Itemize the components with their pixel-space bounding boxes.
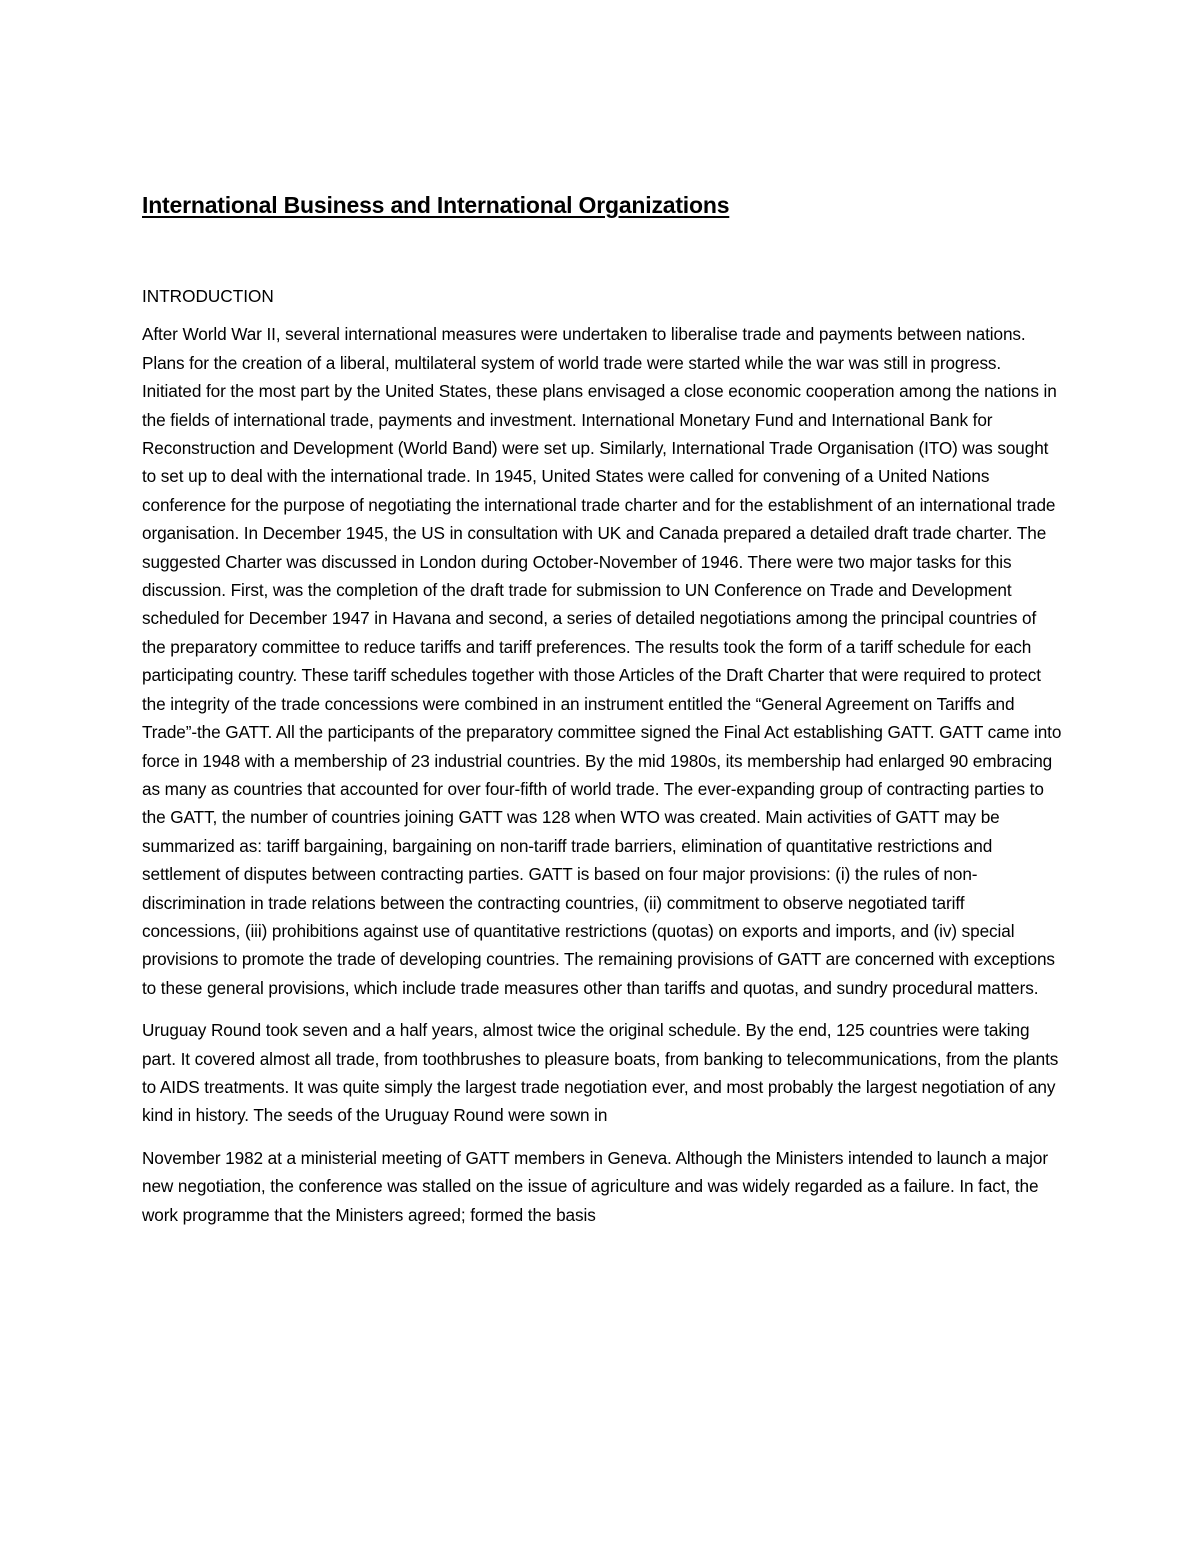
paragraph-gatt-history: After World War II, several international measures were undertaken to liberalise trade and payments between nations. Plans for the creation of a liberal, multilateral system of world trade were started while the war was still in progress. Initiated for the most part by the United States, these plans envisaged a close economic cooperation among the nations in the fields of international trade, payments and investment. International Monetary Fund and International Bank for Reconstruction and Development (World Band) were set up. Similarly, International Trade Organisation (ITO) was sought to set up to deal with the international trade. In 1945, United States were called for convening of a United Nations conference for the purpose of negotiating the international trade charter and for the establishment of an international trade organisation. In December 1945, the US in consultation with UK and Canada prepared a detailed draft trade charter. The suggested Charter was discussed in London during October-November of 1946. There were two major tasks for this discussion. First, was the completion of the draft trade for submission to UN Conference on Trade and Development scheduled for December 1947 in Havana and second, a series of detailed negotiations among the principal countries of the preparatory committee to reduce tariffs and tariff preferences. The results took the form of a tariff schedule for each participating country. These tariff schedules together with those Articles of the Draft Charter that were required to protect the integrity of the trade concessions were combined in an instrument entitled the “General Agreement on Tariffs and Trade”-the GATT. All the participants of the preparatory committee signed the Final Act establishing GATT. GATT came into force in 1948 with a membership of 23 industrial countries. By the mid 1980s, its membership had enlarged 90 embracing as many as countries that accounted for over four-fifth of world trade. The ever-expanding group of contracting parties to the GATT, the number of countries joining GATT was 128 when WTO was created. Main activities of GATT may be summarized as: tariff bargaining, bargaining on non-tariff trade barriers, elimination of quantitative restrictions and settlement of disputes between contracting parties. GATT is based on four major provisions: (i) the rules of non-discrimination in trade relations between the contracting countries, (ii) commitment to observe negotiated tariff concessions, (iii) prohibitions against use of quantitative restrictions (quotas) on exports and imports, and (iv) special provisions to promote the trade of developing countries. The remaining provisions of GATT are concerned with exceptions to these general provisions, which include trade measures other than tariffs and quotas, and sundry procedural matters. xyxy=(142,324,1062,998)
document-body xyxy=(142,190,1062,1229)
document-title: International Business and International Organizations xyxy=(142,192,730,218)
paragraph-geneva-meeting: November 1982 at a ministerial meeting of GATT members in Geneva. Although the Ministers intended to launch a major new negotiation, the conference was stalled on the issue of agriculture and was widely regarded as a failure. In fact, the work programme that the Ministers agreed; formed the basis xyxy=(142,1147,1048,1225)
section-heading-introduction: INTRODUCTION xyxy=(142,286,274,306)
paragraph-uruguay-round: Uruguay Round took seven and a half years, almost twice the original schedule. By the end, 125 countries were taking part. It covered almost all trade, from toothbrushes to pleasure boats, from banking to telecommunications, from the plants to AIDS treatments. It was quite simply the largest trade negotiation ever, and most probably the largest negotiation of any kind in history. The seeds of the Uruguay Round were sown in xyxy=(142,1020,1059,1126)
